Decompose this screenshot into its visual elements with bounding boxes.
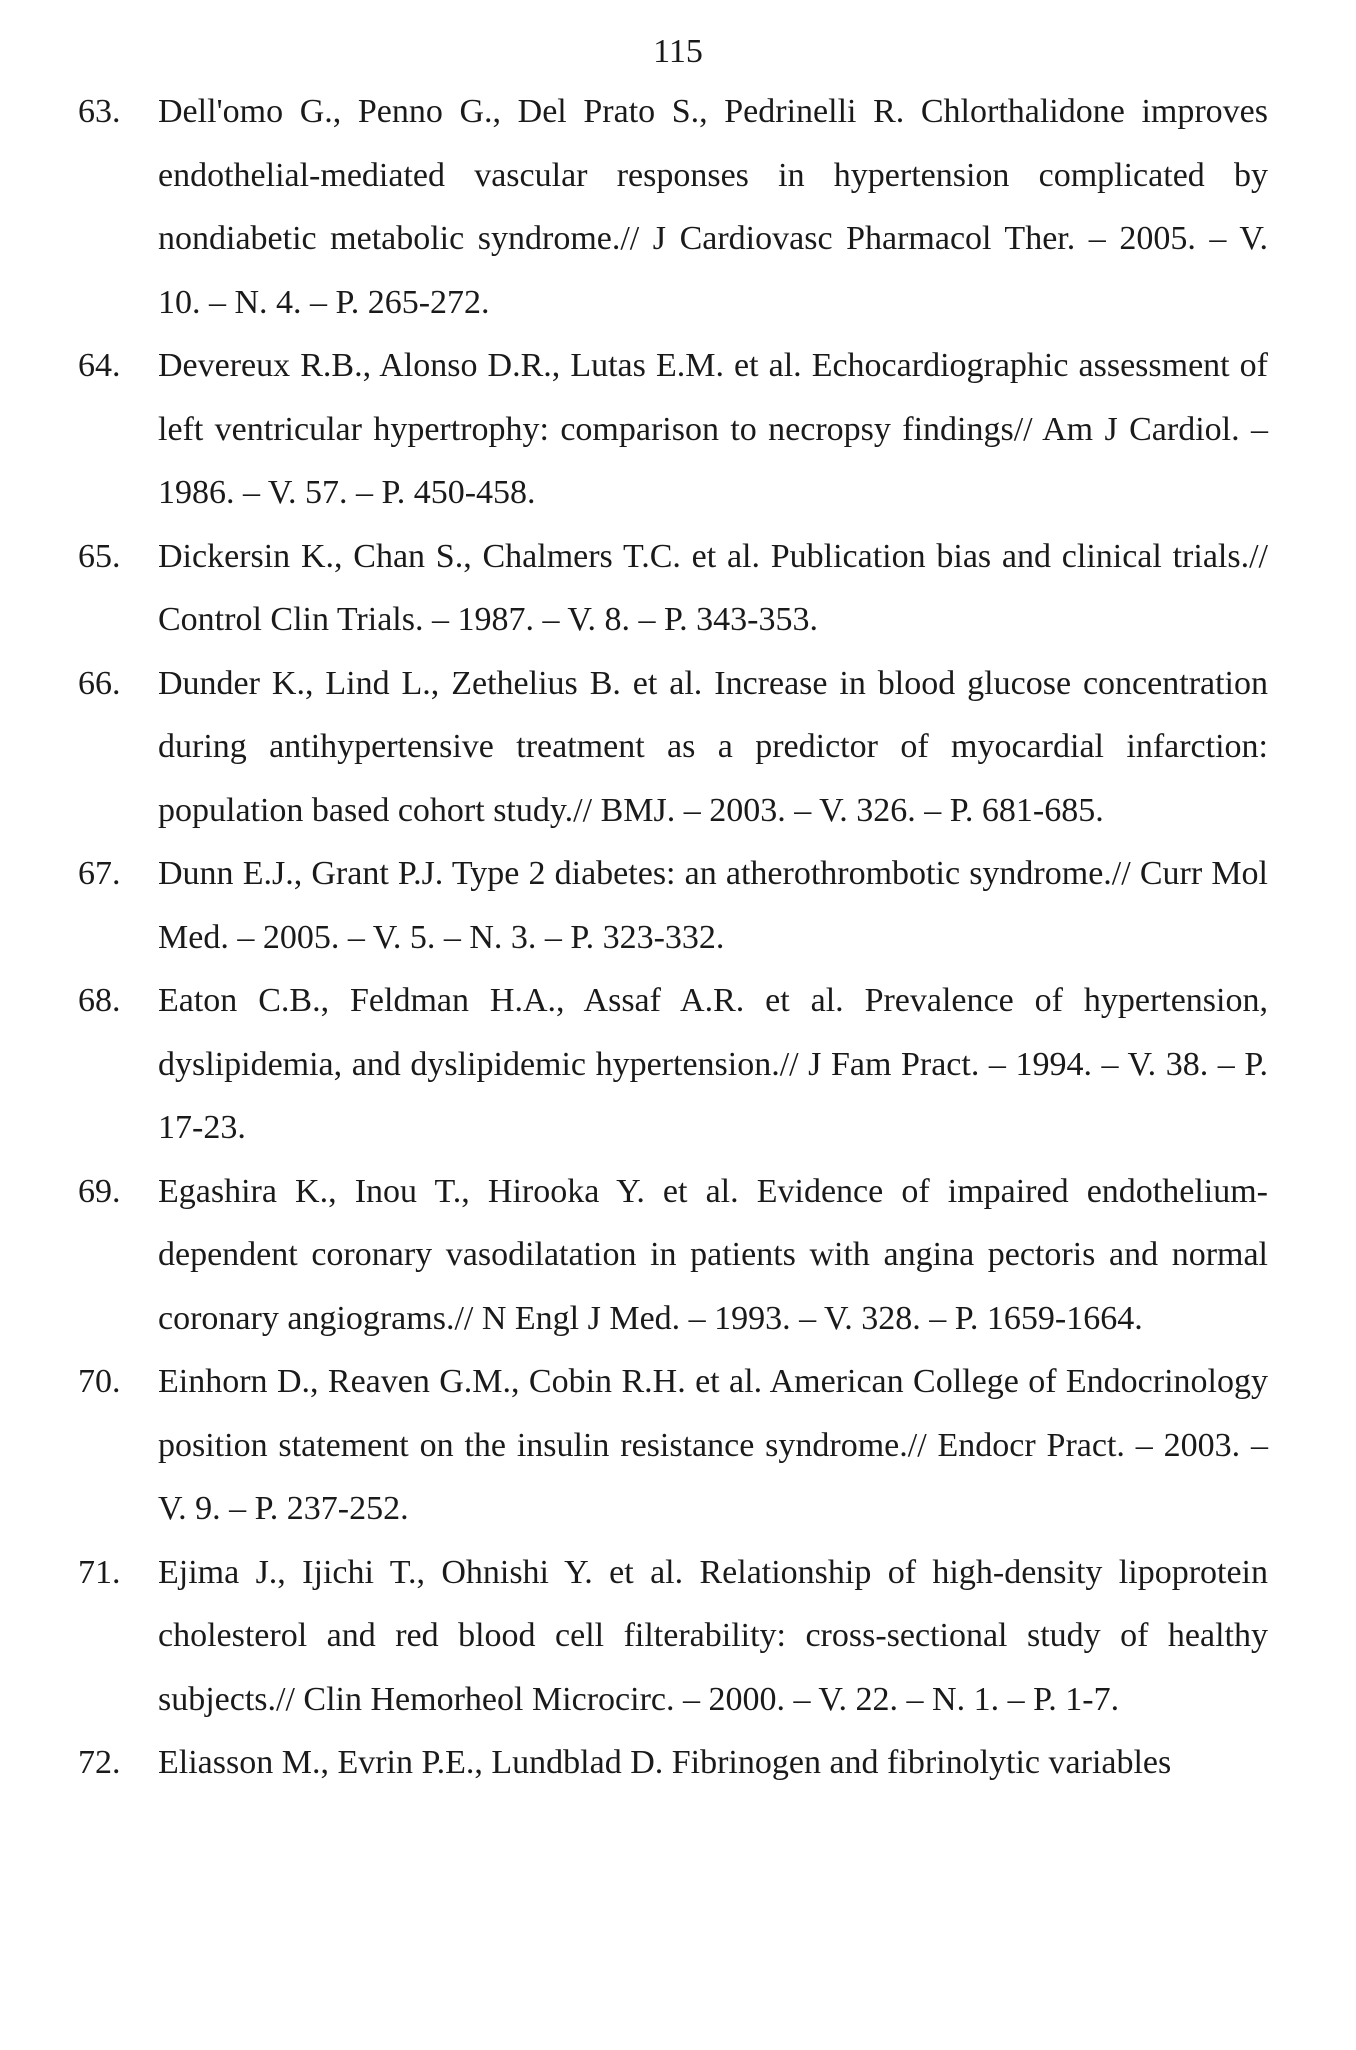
reference-item [78, 334, 1268, 525]
reference-number: 72. [78, 1744, 121, 1781]
reference-item [78, 80, 1268, 334]
page-number: 115 [653, 33, 703, 70]
reference-text: Ejima J., Ijichi T., Ohnishi Y. et al. Relationship of high-density lipoprotein cholesterol and red blood cell filterability: cross-sectional study of healthy subjects.// Clin Hemorheol Microcirc. – 2000. – V. 22. – N. 1. – P. 1-7. [158, 1553, 1268, 1718]
reference-text: Dell'omo G., Penno G., Del Prato S., Pedrinelli R. Chlorthalidone improves endothelial-mediated vascular responses in hypertension complicated by nondiabetic metabolic syndrome.// J Cardiovasc Pharmacol Ther. – 2005. – V. 10. – N. 4. – P. 265-272. [158, 93, 1268, 321]
reference-text: Eliasson M., Evrin P.E., Lundblad D. Fibrinogen and fibrinolytic variables [158, 1744, 1172, 1781]
reference-item [78, 842, 1268, 969]
reference-text: Dunder K., Lind L., Zethelius B. et al. Increase in blood glucose concentration during antihypertensive treatment as a predictor of myocardial infarction: population based cohort study.// BMJ. – 2003. – V. 326. – P. 681-685. [158, 664, 1268, 829]
reference-text: Einhorn D., Reaven G.M., Cobin R.H. et al. American College of Endocrinology position statement on the insulin resistance syndrome.// Endocr Pract. – 2003. – V. 9. – P. 237-252. [158, 1363, 1268, 1527]
reference-text: Eaton C.B., Feldman H.A., Assaf A.R. et al. Prevalence of hypertension, dyslipidemia, and dyslipidemic hypertension.// J Fam Pract. – 1994. – V. 38. – P. 17-23. [158, 982, 1268, 1146]
reference-number: 66. [78, 664, 121, 702]
reference-number: 68. [78, 982, 121, 1019]
reference-item [78, 1541, 1268, 1732]
reference-number: 70. [78, 1363, 121, 1400]
reference-item [78, 969, 1268, 1160]
reference-number: 71. [78, 1553, 121, 1591]
reference-number: 65. [78, 537, 121, 575]
reference-item [78, 1731, 1268, 1795]
reference-list [78, 80, 1268, 1795]
reference-item [78, 1350, 1268, 1541]
reference-number: 69. [78, 1172, 121, 1210]
reference-text: Egashira K., Inou T., Hirooka Y. et al. Evidence of impaired endothelium-dependent coronary vasodilatation in patients with angina pectoris and normal coronary angiograms.// N Engl J Med. – 1993. – V. 328. – P. 1659-1664. [158, 1172, 1268, 1337]
reference-number: 64. [78, 347, 121, 384]
reference-number: 63. [78, 93, 121, 130]
reference-text: Dunn E.J., Grant P.J. Type 2 diabetes: an atherothrombotic syndrome.// Curr Mol Med. – 2005. – V. 5. – N. 3. – P. 323-332. [158, 855, 1268, 956]
reference-text: Devereux R.B., Alonso D.R., Lutas E.M. et al. Echocardiographic assessment of left ventricular hypertrophy: comparison to necropsy findings// Am J Cardiol. – 1986. – V. 57. – P. 450-458. [158, 347, 1268, 511]
reference-text: Dickersin K., Chan S., Chalmers T.C. et al. Publication bias and clinical trials.// Control Clin Trials. – 1987. – V. 8. – P. 343-353. [158, 537, 1268, 638]
reference-item [78, 1160, 1268, 1351]
reference-item [78, 652, 1268, 843]
reference-item [78, 525, 1268, 652]
reference-number: 67. [78, 855, 121, 892]
